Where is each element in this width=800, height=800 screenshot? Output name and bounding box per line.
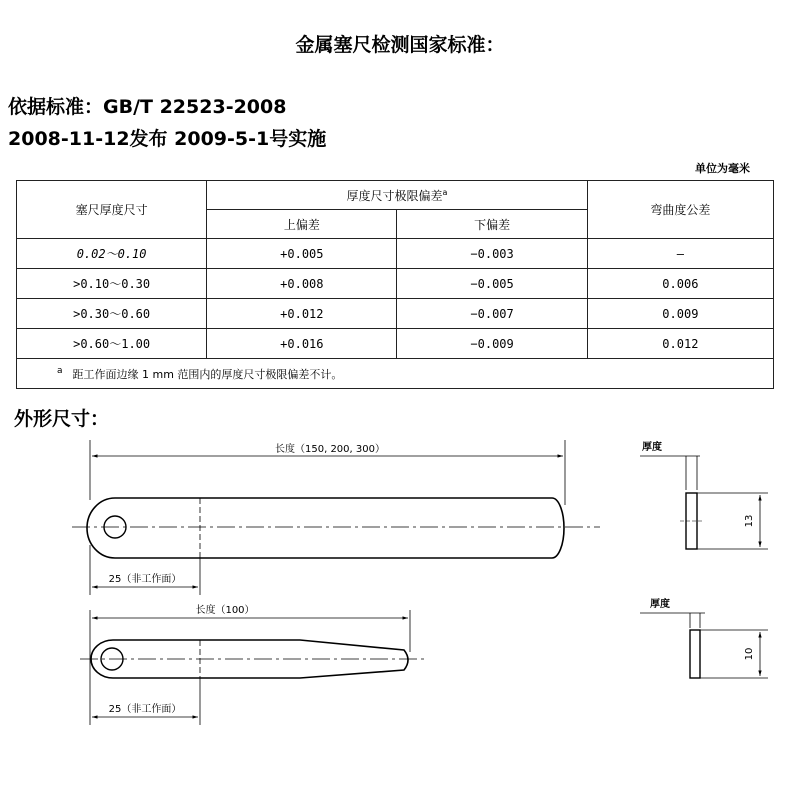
width-10-label: 10 [744,647,755,661]
footnote-mark: a [57,365,63,376]
cell-bend: 0.009 [587,299,773,329]
page-title: 金属塞尺检测国家标准： [295,34,505,56]
cell-thickness: >0.10～0.30 [17,269,207,299]
side-view-13 [640,440,768,549]
header-upper: 上偏差 [207,210,397,239]
cell-upper: +0.012 [207,299,397,329]
table-row [17,299,774,329]
cell-thickness: 0.02～0.10 [17,239,207,269]
cell-lower: −0.003 [397,239,587,269]
side-view-10 [640,597,768,678]
table-row [17,269,774,299]
dimension-drawing [0,420,800,800]
header-thickness: 塞尺厚度尺寸 [17,181,207,239]
header-deviation [207,181,588,210]
cell-lower: −0.009 [397,329,587,359]
cell-thickness: >0.60～1.00 [17,329,207,359]
unit-note: 单位为毫米 [695,162,750,175]
cell-upper: +0.008 [207,269,397,299]
cell-bend: 0.006 [587,269,773,299]
cell-bend: — [587,239,773,269]
table-row [17,239,774,269]
short-gauge [80,603,425,725]
cell-upper: +0.016 [207,329,397,359]
side-view-10-body [690,630,700,678]
table-row [17,329,774,359]
cell-thickness: >0.30～0.60 [17,299,207,329]
thickness-label-2: 厚度 [650,599,670,610]
tolerance-table [16,180,774,389]
table-footnote [17,359,774,389]
header-deviation-mark: a [442,187,448,197]
long-gauge-outline [87,498,564,558]
header-bend: 弯曲度公差 [587,181,773,239]
long-length-label: 长度（150, 200, 300） [275,444,385,455]
footnote-text: 距工作面边缘 1 mm 范围内的厚度尺寸极限偏差不计。 [72,367,343,381]
cell-upper: +0.005 [207,239,397,269]
shape-heading: 外形尺寸： [14,408,110,430]
long-gauge [72,440,600,595]
short-length-label: 长度（100） [195,605,255,616]
cell-lower: −0.005 [397,269,587,299]
header-lower: 下偏差 [397,210,587,239]
short-handle-label: 25（非工作面） [108,704,182,715]
header-deviation-text: 厚度尺寸极限偏差 [346,188,443,203]
cell-lower: −0.007 [397,299,587,329]
width-13-label: 13 [744,514,755,528]
cell-bend: 0.012 [587,329,773,359]
long-handle-label: 25（非工作面） [108,574,182,585]
issue-dates: 2008-11-12发布 2009-5-1号实施 [8,128,327,150]
thickness-label-1: 厚度 [642,442,662,453]
standard-basis: 依据标准：GB/T 22523-2008 [8,96,287,118]
